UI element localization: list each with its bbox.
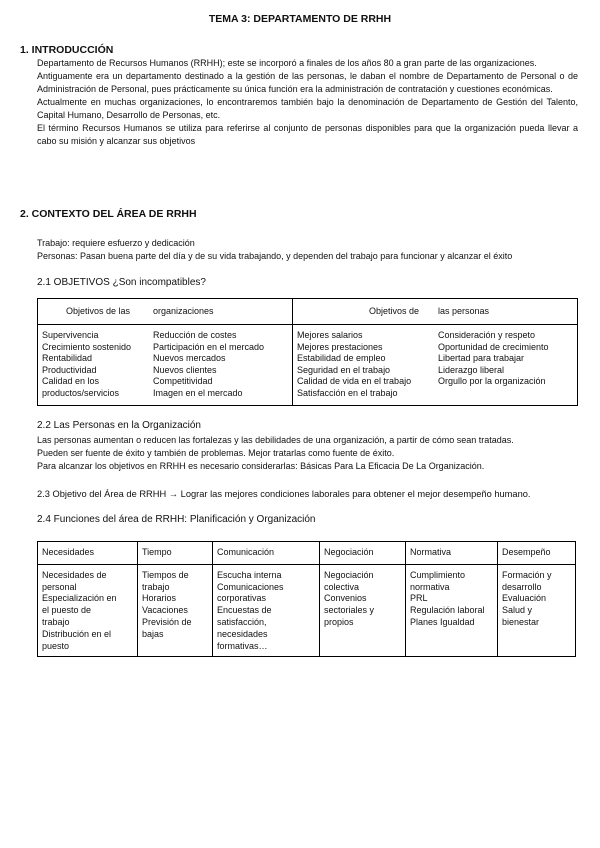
cell-line: Previsión de [142, 616, 192, 627]
functions-table [37, 541, 576, 657]
cell-line: bienestar [502, 616, 540, 627]
functions-cell-negociacion [320, 564, 406, 657]
functions-header-cell: Necesidades [38, 542, 138, 565]
org-objectives-list-1 [42, 330, 131, 399]
functions-cell-necesidades [38, 564, 138, 657]
cell-line: corporativas [217, 593, 267, 604]
header-org-label-a: Objetivos de las [66, 306, 131, 316]
cell-line: Tiempos de [142, 569, 189, 580]
list-item: Productividad [42, 364, 97, 375]
intro-paragraph: Actualmente en muchas organizaciones, lo encontraremos también bajo la denominación de Departamento de Gestión del Talento, Capital Humano, Desarrollo de Personas, etc. [37, 97, 578, 120]
cell-line: el puesto de [42, 605, 92, 616]
list-item: Calidad en los [42, 376, 100, 386]
personas-organizacion-text [37, 434, 582, 473]
list-item: Calidad de vida en el trabajo [297, 376, 412, 386]
list-item: Competitividad [153, 376, 213, 386]
list-item: Imagen en el mercado [153, 387, 243, 398]
functions-header-cell: Tiempo [138, 542, 213, 565]
header-personas-label-b: las personas [438, 306, 490, 316]
cell-line: Vacaciones [142, 605, 188, 616]
cell-line: Distribución en el [42, 628, 112, 639]
cell-line: sectoriales y [324, 605, 375, 616]
functions-header-cell: Comunicación [213, 542, 320, 565]
intro-paragraph: El término Recursos Humanos se utiliza para referirse al conjunto de personas disponibles para que la organización pueda llevar a cabo su misión y alcanzar sus objetivos [37, 123, 578, 146]
cell-line: personal [42, 581, 77, 592]
cell-line: Encuestas de [217, 605, 272, 616]
subsection-objetivos: 2.1 OBJETIVOS ¿Son incompatibles? [37, 277, 206, 288]
cell-line: trabajo [42, 616, 70, 627]
personas-objectives-list-2 [438, 330, 549, 388]
subsection-personas-organizacion: 2.2 Las Personas en la Organización [37, 420, 201, 431]
functions-header-cell: Desempeño [498, 542, 576, 565]
page-title: TEMA 3: DEPARTAMENTO DE RRHH [208, 13, 392, 25]
cell-line: normativa [410, 581, 450, 592]
list-item: Liderazgo liberal [438, 364, 505, 375]
objectives-header-row [38, 299, 578, 325]
text-line: Pueden ser fuente de éxito y también de problemas. Mejor tratarlas como fuente de éxito. [37, 448, 395, 458]
cell-line: Especialización en [42, 593, 117, 604]
list-item: Reducción de costes [153, 330, 237, 340]
trabajo-line: Trabajo: requiere esfuerzo y dedicación [37, 238, 195, 248]
list-item: Seguridad en el trabajo [297, 364, 391, 375]
functions-body-row [38, 564, 576, 657]
cell-line: Regulación laboral [410, 605, 485, 616]
text-line: Las personas aumentan o reducen las fortalezas y las debilidades de una organización, a partir de cómo sean tratadas. [37, 435, 514, 445]
cell-line: PRL [410, 593, 428, 604]
cell-line: trabajo [142, 581, 170, 592]
list-item: Mejores salarios [297, 330, 363, 340]
list-item: Oportunidad de crecimiento [438, 341, 549, 352]
list-item: Libertad para trabajar [438, 353, 525, 363]
functions-cell-normativa [406, 564, 498, 657]
list-item: Rentabilidad [42, 353, 93, 363]
header-personas-label-a: Objetivos de [369, 306, 420, 316]
list-item: Participación en el mercado [153, 341, 265, 352]
cell-line: Cumplimiento [410, 569, 466, 580]
intro-paragraph: Antiguamente era un departamento destinado a la gestión de las personas, le daban el nombre de Departamento de Personal o de Administración de Personal, pues prácticamente su única función era la administración de contratación y cuestiones económicas. [37, 71, 578, 94]
functions-cell-comunicacion [213, 564, 320, 657]
list-item: Consideración y respeto [438, 330, 536, 340]
functions-header-cell: Negociación [320, 542, 406, 565]
list-item: Orgullo por la organización [438, 376, 546, 386]
cell-line: Necesidades de [42, 569, 107, 580]
functions-cell-desempeno [498, 564, 576, 657]
list-item: Nuevos clientes [153, 364, 217, 375]
list-item: Crecimiento sostenido [42, 341, 132, 352]
org-objectives-list-2 [153, 330, 264, 399]
cell-line: puesto [42, 640, 70, 651]
header-org-cell [38, 299, 293, 325]
functions-cell-tiempo [138, 564, 213, 657]
objectives-table [37, 298, 578, 406]
cell-line: propios [324, 616, 354, 627]
cell-line: colectiva [324, 581, 360, 592]
functions-header-cell: Normativa [406, 542, 498, 565]
cell-line: Formación y [502, 569, 552, 580]
personas-line: Personas: Pasan buena parte del día y de su vida trabajando, y dependen del trabajo para funcionar y alcanzar el éxito [37, 251, 513, 261]
header-personas-cell [293, 299, 578, 325]
section-heading-contexto: 2. CONTEXTO DEL ÁREA DE RRHH [20, 208, 197, 220]
list-item: Supervivencia [42, 330, 99, 340]
list-item: Nuevos mercados [153, 353, 226, 363]
cell-line: Negociación [324, 569, 374, 580]
personas-objectives-list-1 [297, 330, 411, 399]
cell-line: Convenios [324, 593, 367, 604]
cell-line: Evaluación [502, 593, 547, 604]
text-line: Para alcanzar los objetivos en RRHH es necesario considerarlas: Básicas Para La Eficacia De La Organización. [37, 461, 485, 471]
org-objectives-cell [38, 325, 293, 406]
intro-paragraph: Departamento de Recursos Humanos (RRHH); este se incorporó a finales de los años 80 a gran parte de las organizaciones. [37, 58, 537, 68]
cell-line: bajas [142, 628, 164, 639]
cell-line: Planes Igualdad [410, 616, 475, 627]
personas-objectives-cell [293, 325, 578, 406]
cell-line: Horarios [142, 593, 177, 604]
objectives-body-row [38, 325, 578, 406]
cell-line: Salud y [502, 605, 533, 616]
cell-line: desarrollo [502, 581, 542, 592]
list-item: Estabilidad de empleo [297, 353, 386, 363]
cell-line: satisfacción, [217, 616, 267, 627]
list-item: Satisfacción en el trabajo [297, 387, 398, 398]
subsection-objetivo-area: 2.3 Objetivo del Área de RRHH → Lograr las mejores condiciones laborales para obtener el mejor desempeño humano. [37, 489, 531, 499]
cell-line: formativas… [217, 640, 268, 651]
list-item: Mejores prestaciones [297, 341, 383, 352]
header-org-label-b: organizaciones [153, 306, 214, 316]
list-item: productos/servicios [42, 387, 120, 398]
functions-header-row [38, 542, 576, 565]
intro-text-block [37, 57, 578, 148]
section-heading-introduccion: 1. INTRODUCCIÓN [20, 44, 114, 56]
cell-line: Escucha interna [217, 569, 282, 580]
subsection-funciones: 2.4 Funciones del área de RRHH: Planificación y Organización [37, 514, 316, 525]
cell-line: Comunicaciones [217, 581, 284, 592]
cell-line: necesidades [217, 628, 268, 639]
